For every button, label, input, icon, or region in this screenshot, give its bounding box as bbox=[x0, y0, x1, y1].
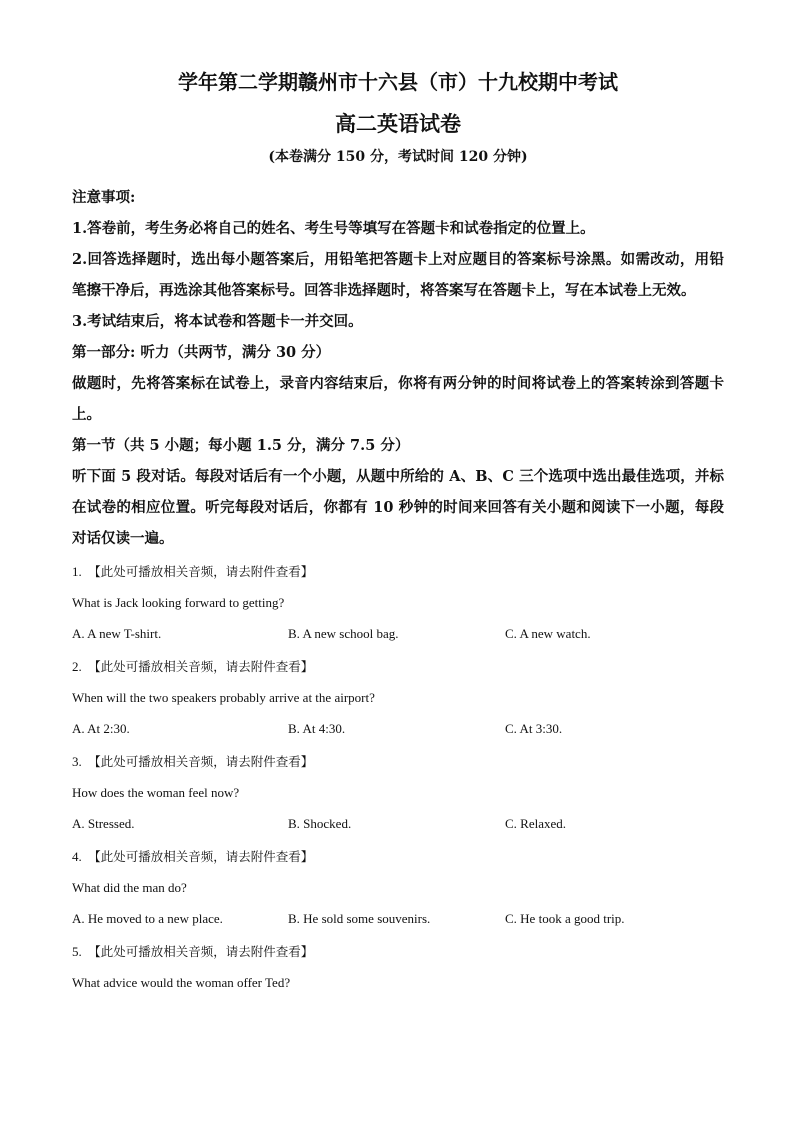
question-text: What is Jack looking forward to getting? bbox=[72, 595, 285, 610]
audio-note[interactable]: 【此处可播放相关音频，请去附件查看】 bbox=[88, 754, 314, 769]
notes-heading: 注意事项: bbox=[72, 189, 136, 206]
option-b[interactable]: B. A new school bag. bbox=[288, 626, 399, 641]
option-c[interactable]: C. At 3:30. bbox=[505, 721, 563, 736]
part1-instruction: 做题时，先将答案标在试卷上，录音内容结束后，你将有两分钟的时间将试卷上的答案转涂到答题卡上。 bbox=[72, 375, 724, 423]
question-number: 3. bbox=[72, 754, 82, 769]
option-b[interactable]: B. Shocked. bbox=[288, 816, 352, 831]
question-number: 4. bbox=[72, 849, 82, 864]
option-c[interactable]: C. A new watch. bbox=[505, 626, 591, 641]
question-3 bbox=[72, 746, 724, 839]
section1-instruction: 听下面 5 段对话。每段对话后有一个小题，从题中所给的 A、B、C 三个选项中选出最佳选项，并标在试卷的相应位置。听完每段对话后，你都有 10 秒钟的时间来回答有关小题和阅读下一小题，每段对话仅读一遍。 bbox=[72, 468, 724, 547]
question-5 bbox=[72, 936, 724, 998]
question-text: How does the woman feel now? bbox=[72, 785, 240, 800]
option-a[interactable]: A. At 2:30. bbox=[72, 721, 130, 736]
question-list bbox=[72, 556, 724, 998]
question-text: What advice would the woman offer Ted? bbox=[72, 975, 291, 990]
audio-note[interactable]: 【此处可播放相关音频，请去附件查看】 bbox=[88, 564, 314, 579]
option-b[interactable]: B. He sold some souvenirs. bbox=[288, 911, 431, 926]
question-1 bbox=[72, 556, 724, 649]
exam-subject-title: 高二英语试卷 bbox=[335, 111, 461, 136]
question-number: 5. bbox=[72, 944, 82, 959]
question-number: 2. bbox=[72, 659, 82, 674]
audio-note[interactable]: 【此处可播放相关音频，请去附件查看】 bbox=[88, 944, 314, 959]
exam-title: 学年第二学期赣州市十六县（市）十九校期中考试 bbox=[178, 70, 618, 94]
exam-subtitle: (本卷满分 150 分，考试时间 120 分钟) bbox=[268, 149, 528, 165]
audio-note[interactable]: 【此处可播放相关音频，请去附件查看】 bbox=[88, 849, 314, 864]
answer-options bbox=[72, 808, 724, 839]
question-text: What did the man do? bbox=[72, 880, 187, 895]
answer-options bbox=[72, 618, 724, 649]
audio-note[interactable]: 【此处可播放相关音频，请去附件查看】 bbox=[88, 659, 314, 674]
question-4 bbox=[72, 841, 724, 934]
notes-item-1: 1.答卷前，考生务必将自己的姓名、考生号等填写在答题卡和试卷指定的位置上。 bbox=[72, 220, 595, 237]
question-number: 1. bbox=[72, 564, 82, 579]
part1-section bbox=[72, 337, 724, 554]
notes-section bbox=[72, 182, 724, 337]
option-a[interactable]: A. Stressed. bbox=[72, 816, 135, 831]
option-a[interactable]: A. A new T-shirt. bbox=[72, 626, 162, 641]
notes-item-2: 2.回答选择题时，选出每小题答案后，用铅笔把答题卡上对应题目的答案标号涂黑。如需改动，用铅笔擦干净后，再选涂其他答案标号。回答非选择题时，将答案写在答题卡上，写在本试卷上无效。 bbox=[72, 251, 724, 299]
section1-heading: 第一节（共 5 小题；每小题 1.5 分，满分 7.5 分） bbox=[72, 437, 410, 454]
question-text: When will the two speakers probably arrive at the airport? bbox=[72, 690, 375, 705]
part1-heading: 第一部分: 听力（共两节，满分 30 分） bbox=[72, 344, 331, 361]
option-c[interactable]: C. He took a good trip. bbox=[505, 911, 625, 926]
option-a[interactable]: A. He moved to a new place. bbox=[72, 911, 223, 926]
question-2 bbox=[72, 651, 724, 744]
answer-options bbox=[72, 713, 724, 744]
option-c[interactable]: C. Relaxed. bbox=[505, 816, 567, 831]
notes-item-3: 3.考试结束后，将本试卷和答题卡一并交回。 bbox=[72, 313, 363, 330]
option-b[interactable]: B. At 4:30. bbox=[288, 721, 346, 736]
answer-options bbox=[72, 903, 724, 934]
